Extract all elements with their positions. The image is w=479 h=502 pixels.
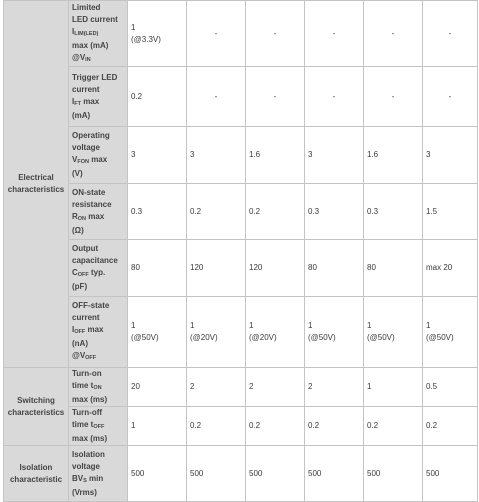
- param-label-line: COFF typ.: [72, 268, 106, 278]
- value-cell: [128, 368, 187, 407]
- param-label-line: Turn-off: [72, 408, 103, 417]
- param-label-line: Operating: [72, 131, 110, 140]
- param-label-line: Isolation: [72, 449, 105, 459]
- param-label-line: IFT max: [72, 96, 100, 107]
- value-cell: [364, 446, 423, 502]
- value-cell: [305, 127, 364, 184]
- param-label-line: max (ms): [72, 434, 108, 443]
- value-cell: [187, 446, 246, 502]
- value-line: -: [273, 28, 277, 38]
- value-line: 500: [190, 468, 204, 478]
- value-line: (@50V): [426, 333, 454, 342]
- subscript: OFF: [74, 329, 86, 335]
- value-cell: [246, 240, 305, 297]
- value-line: 20: [131, 382, 140, 391]
- value-cell: [187, 184, 246, 240]
- subscript: ON: [77, 215, 87, 222]
- table-row: [4, 67, 478, 127]
- value-line: 0.2: [308, 421, 320, 430]
- value-line: -: [214, 91, 218, 101]
- value-line: max 20: [426, 263, 453, 272]
- value-cell: [423, 184, 478, 240]
- param-label-line: voltage: [72, 461, 101, 471]
- value-line: 1: [249, 321, 254, 330]
- param-operating-voltage: [69, 127, 128, 184]
- value-cell: [128, 297, 187, 368]
- value-line: 500: [367, 468, 381, 478]
- table-row: [4, 184, 478, 240]
- value-cell: [305, 184, 364, 240]
- param-label-line: (Vrms): [72, 487, 97, 497]
- value-line: 3: [426, 150, 431, 159]
- value-cell: [187, 240, 246, 297]
- value-line: 0.3: [131, 206, 143, 216]
- table-row: [4, 368, 478, 407]
- value-line: 1.5: [426, 206, 438, 216]
- group-electrical-characteristics: Electrical characteristics: [4, 1, 69, 368]
- subscript: OFF: [93, 424, 105, 430]
- value-cell: [423, 297, 478, 368]
- value-cell: [423, 368, 478, 407]
- param-isolation-voltage: [69, 446, 128, 502]
- value-cell: [305, 368, 364, 407]
- value-cell: [364, 184, 423, 240]
- param-label-line: LED current: [72, 14, 118, 24]
- value-line: 120: [249, 263, 263, 272]
- value-line: 0.3: [367, 206, 379, 216]
- param-off-state-current: [69, 297, 128, 368]
- value-cell: [364, 407, 423, 446]
- table-row: [4, 127, 478, 184]
- subscript: FON: [77, 159, 89, 165]
- param-label-line: @VIN: [72, 52, 91, 63]
- value-line: 3: [131, 150, 136, 159]
- value-line: -: [391, 91, 395, 101]
- param-label-line: current: [72, 313, 100, 322]
- param-label-line: Limited: [72, 2, 101, 12]
- subscript: OFF: [85, 355, 97, 361]
- value-line: -: [391, 28, 395, 38]
- value-line: 1.6: [367, 150, 379, 159]
- value-cell: [128, 184, 187, 240]
- value-cell: [305, 407, 364, 446]
- value-cell: [423, 127, 478, 184]
- value-line: 0.2: [190, 206, 202, 216]
- param-label-line: max (mA): [72, 40, 109, 50]
- value-line: (@20V): [190, 333, 218, 342]
- value-line: 1: [367, 321, 372, 330]
- value-line: 500: [131, 468, 145, 478]
- value-line: 0.2: [367, 421, 379, 430]
- value-line: -: [448, 28, 452, 38]
- value-line: 0.2: [131, 91, 143, 101]
- param-label-line: (Ω): [72, 225, 84, 235]
- value-line: (@50V): [367, 333, 395, 342]
- value-line: 1: [131, 321, 136, 330]
- param-limited-led-current: [69, 1, 128, 67]
- value-line: 500: [426, 468, 440, 478]
- value-line: (@3.3V): [131, 34, 161, 44]
- value-cell: [246, 407, 305, 446]
- value-cell: [364, 127, 423, 184]
- table-row: [4, 240, 478, 297]
- value-cell: [128, 407, 187, 446]
- value-line: (@20V): [249, 333, 277, 342]
- param-label-line: max (ms): [72, 395, 108, 404]
- value-line: (@50V): [131, 333, 159, 342]
- value-line: 0.3: [308, 206, 320, 216]
- param-label-line: voltage: [72, 143, 101, 152]
- param-label-line: (mA): [72, 110, 91, 120]
- value-cell: [423, 446, 478, 502]
- param-label-line: (V): [72, 169, 83, 178]
- value-cell: [128, 240, 187, 297]
- specifications-table: [3, 0, 478, 502]
- subscript: FT: [74, 100, 81, 107]
- value-line: 1: [190, 321, 195, 330]
- table-row: [4, 407, 478, 446]
- subscript: ON: [93, 385, 102, 391]
- value-cell: [246, 127, 305, 184]
- value-line: 2: [249, 382, 254, 391]
- value-cell: [187, 368, 246, 407]
- group-isolation-characteristic: Isolation characteristic: [4, 446, 69, 502]
- value-line: -: [332, 91, 336, 101]
- value-cell: [128, 1, 187, 67]
- param-label-line: current: [72, 84, 100, 94]
- value-line: 1.6: [249, 150, 261, 159]
- value-line: 1: [131, 421, 136, 430]
- value-line: 0.2: [426, 421, 438, 430]
- param-label-line: IOFF max: [72, 325, 104, 335]
- value-cell: [305, 1, 364, 67]
- param-label-line: (pF): [72, 282, 88, 291]
- value-line: 1: [131, 22, 136, 32]
- value-line: 1: [367, 382, 372, 391]
- param-turn-off-time: [69, 407, 128, 446]
- value-line: -: [214, 28, 218, 38]
- value-line: 500: [308, 468, 322, 478]
- value-cell: [246, 297, 305, 368]
- param-label-line: OFF-state: [72, 301, 110, 310]
- value-cell: [187, 407, 246, 446]
- param-on-state-resistance: [69, 184, 128, 240]
- param-label-line: (nA): [72, 339, 88, 348]
- value-cell: [128, 67, 187, 127]
- param-label-line: time tOFF: [72, 420, 105, 430]
- value-line: 1: [308, 321, 313, 330]
- value-cell: [305, 297, 364, 368]
- value-line: 2: [190, 382, 195, 391]
- value-line: 0.5: [426, 382, 438, 391]
- param-output-capacitance: [69, 240, 128, 297]
- param-label-line: capacitance: [72, 256, 118, 265]
- param-label-line: Turn-on: [72, 369, 102, 378]
- value-cell: [187, 127, 246, 184]
- value-line: 0.2: [190, 421, 202, 430]
- value-cell: [423, 407, 478, 446]
- value-line: (@50V): [308, 333, 336, 342]
- param-label-line: resistance: [72, 199, 112, 209]
- subscript: S: [83, 477, 87, 484]
- param-label-line: Output: [72, 244, 99, 253]
- value-cell: [423, 240, 478, 297]
- value-line: -: [332, 28, 336, 38]
- value-cell: [128, 446, 187, 502]
- subscript: LIM(LED): [74, 30, 99, 37]
- param-label-line: Trigger LED: [72, 72, 118, 82]
- value-cell: [364, 368, 423, 407]
- param-label-line: time tON: [72, 381, 102, 391]
- value-cell: [423, 67, 478, 127]
- value-line: 0.2: [249, 421, 261, 430]
- value-cell: [246, 67, 305, 127]
- value-cell: [187, 297, 246, 368]
- value-line: 80: [367, 263, 376, 272]
- table-row: [4, 446, 478, 502]
- value-cell: [305, 446, 364, 502]
- value-cell: [364, 297, 423, 368]
- value-line: 1: [426, 321, 431, 330]
- value-cell: [364, 1, 423, 67]
- param-turn-on-time: [69, 368, 128, 407]
- value-line: 120: [190, 263, 204, 272]
- value-line: 3: [308, 150, 313, 159]
- param-label-line: BVS min: [72, 473, 104, 484]
- param-label-line: @VOFF: [72, 351, 97, 361]
- value-line: 80: [308, 263, 317, 272]
- param-label-line: VFON max: [72, 155, 108, 165]
- value-line: -: [273, 91, 277, 101]
- value-cell: [246, 446, 305, 502]
- value-cell: [305, 240, 364, 297]
- value-cell: [423, 1, 478, 67]
- value-cell: [187, 1, 246, 67]
- param-label-line: ILIM(LED): [72, 26, 99, 37]
- value-cell: [246, 184, 305, 240]
- subscript: IN: [85, 56, 91, 63]
- value-cell: [246, 368, 305, 407]
- value-line: 2: [308, 382, 313, 391]
- value-cell: [187, 67, 246, 127]
- value-cell: [128, 127, 187, 184]
- value-cell: [364, 67, 423, 127]
- value-line: 0.2: [249, 206, 261, 216]
- table-row: [4, 297, 478, 368]
- group-switching-characteristics: Switching characteristics: [4, 368, 69, 446]
- value-cell: [305, 67, 364, 127]
- value-line: -: [448, 91, 452, 101]
- subscript: OFF: [77, 272, 89, 278]
- value-cell: [364, 240, 423, 297]
- param-label-line: ON-state: [72, 187, 106, 197]
- param-trigger-led-current: [69, 67, 128, 127]
- table-row: [4, 1, 478, 67]
- param-label-line: RON max: [72, 211, 105, 222]
- value-line: 80: [131, 263, 140, 272]
- value-line: 3: [190, 150, 195, 159]
- value-cell: [246, 1, 305, 67]
- value-line: 500: [249, 468, 263, 478]
